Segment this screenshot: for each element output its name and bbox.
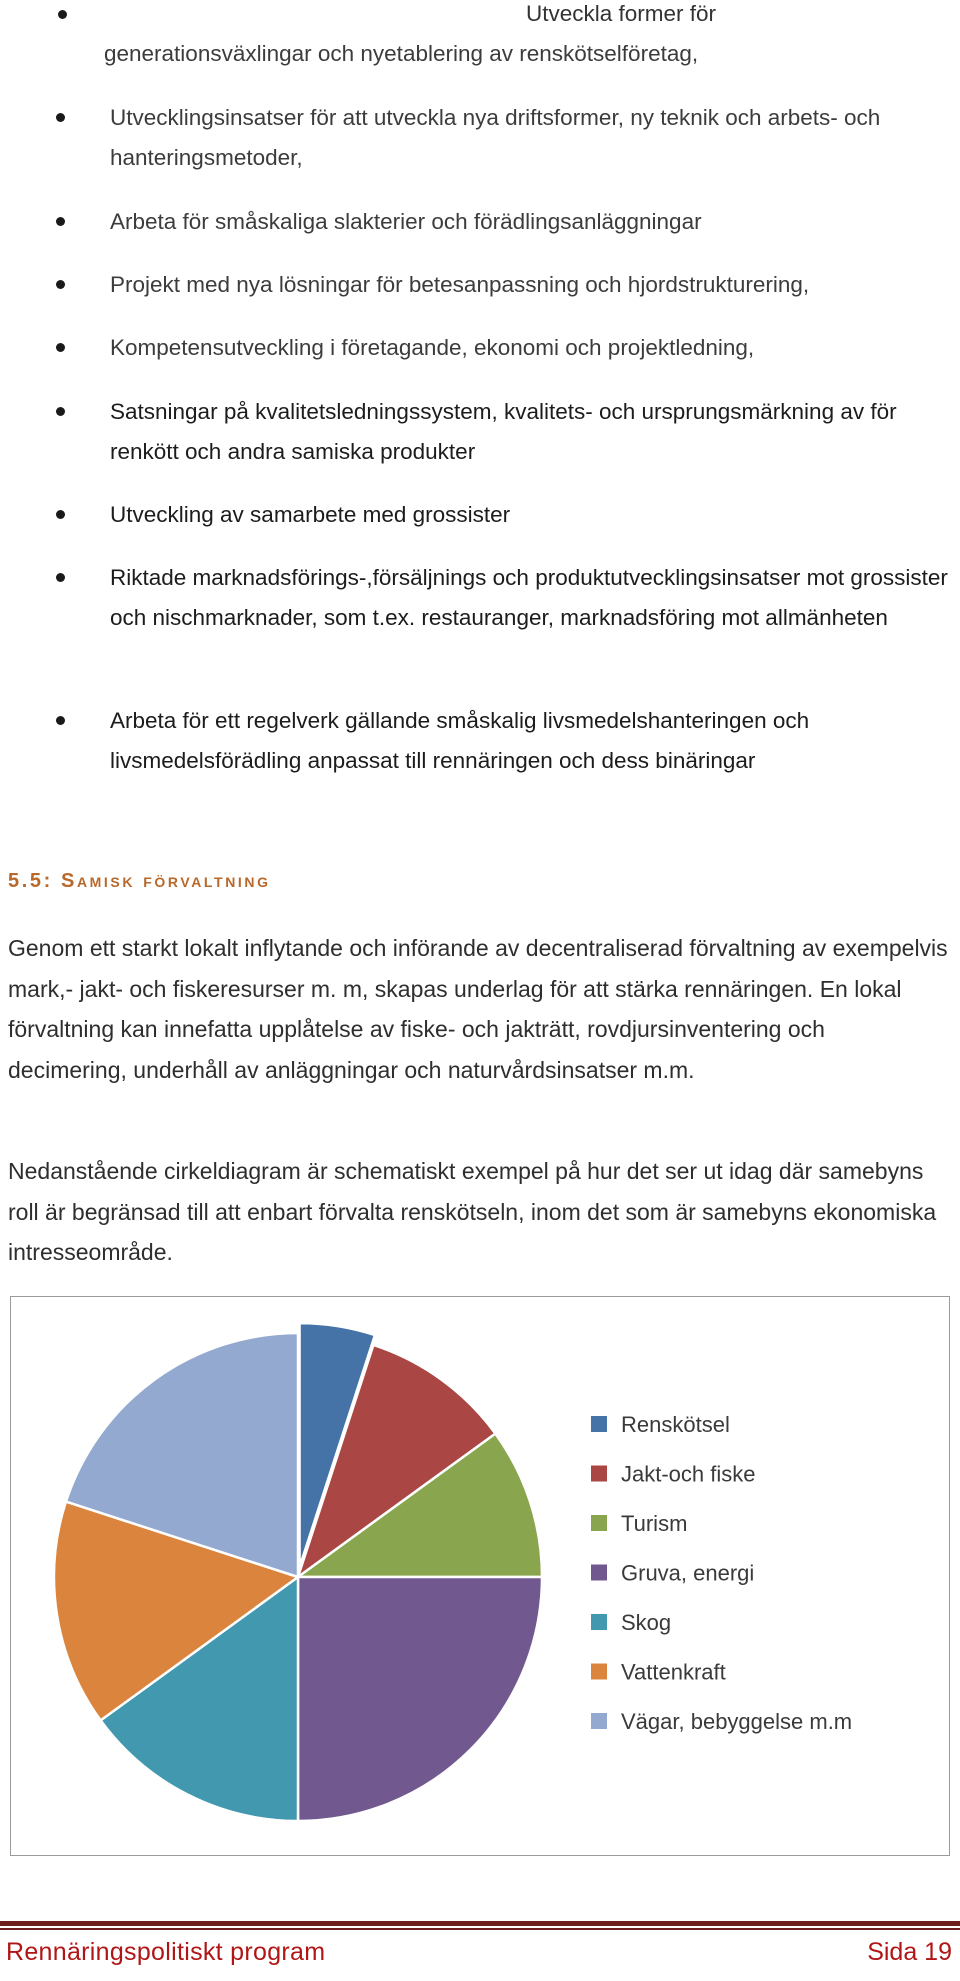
- legend-swatch-6: [591, 1713, 607, 1729]
- bullet-icon: [58, 10, 67, 19]
- list-item-text: Utvecklingsinsatser för att utveckla nya driftsformer, ny teknik och arbets- och hanteringsmetoder,: [110, 105, 881, 170]
- bullet-icon: [56, 510, 65, 519]
- list-item-text: Arbeta för ett regelverk gällande småskalig livsmedelshanteringen och livsmedelsförädling anpassat till rennäringen och dess binäringar: [110, 708, 810, 773]
- legend-label-6: Vägar, bebyggelse m.m: [621, 1709, 853, 1734]
- list-item-text: Satsningar på kvalitetsledningssystem, kvalitets- och ursprungsmärkning av för renkött och andra samiska produkter: [110, 399, 897, 464]
- list-item-text: Arbeta för småskaliga slakterier och förädlingsanläggningar: [110, 209, 702, 234]
- list-item-text: Riktade marknadsförings-,försäljnings och produktutvecklingsinsatser mot grossister och nischmarknader, som t.ex. restauranger, marknadsföring mot allmänheten: [110, 565, 948, 630]
- list-item-text: Projekt med nya lösningar för betesanpassning och hjordstrukturering,: [110, 272, 810, 297]
- legend-label-5: Vattenkraft: [621, 1659, 726, 1685]
- legend-label-1: Jakt-och fiske: [621, 1461, 756, 1487]
- legend-label-2: Turism: [621, 1511, 688, 1536]
- bullet-icon: [56, 573, 65, 582]
- list-item-lead: Utveckla former för: [526, 1, 717, 26]
- legend-label-0: Renskötsel: [621, 1412, 730, 1437]
- legend-swatch-1: [591, 1466, 607, 1482]
- body-paragraph: Nedanstående cirkeldiagram är schematiskt exempel på hur det ser ut idag där samebyns roll är begränsad till att enbart förvalta renskötseln, inom det som är samebyns ekonomiska intresseområde.: [8, 1158, 937, 1265]
- legend-swatch-4: [591, 1614, 607, 1630]
- bullet-icon: [56, 113, 65, 122]
- bullet-icon: [56, 280, 65, 289]
- legend-swatch-0: [591, 1416, 607, 1432]
- page-number: Sida 19: [867, 1938, 952, 1966]
- legend-label-3: Gruva, energi: [621, 1560, 755, 1586]
- bullet-icon: [56, 217, 65, 226]
- pie-slice-3: [298, 1577, 542, 1821]
- footer-title: Rennäringspolitiskt program: [6, 1938, 326, 1966]
- legend-swatch-5: [591, 1664, 607, 1680]
- list-item-text: generationsväxlingar och nyetablering av renskötselföretag,: [104, 41, 699, 66]
- pie-chart-frame: [10, 1296, 950, 1856]
- section-heading: 5.5: Samisk förvaltning: [8, 870, 271, 892]
- footer-rule: [0, 1928, 960, 1930]
- bullet-icon: [56, 407, 65, 416]
- legend-swatch-2: [591, 1515, 607, 1531]
- footer-rule: [0, 1921, 960, 1926]
- bullet-icon: [56, 343, 65, 352]
- list-item-text: Utveckling av samarbete med grossister: [110, 502, 511, 527]
- list-item-text: Kompetensutveckling i företagande, ekonomi och projektledning,: [110, 335, 755, 360]
- body-paragraph: Genom ett starkt lokalt inflytande och införande av decentraliserad förvaltning av exempelvis mark,- jakt- och fiskeresurser m. m, skapas underlag för att stärka rennäringen. En lokal förvaltning kan innefatta upplåtelse av fiske- och jakträtt, rovdjursinventering och decimering, underhåll av anläggningar och naturvårdsinsatser m.m.: [8, 935, 948, 1083]
- bullet-icon: [56, 716, 65, 725]
- legend-swatch-3: [591, 1565, 607, 1581]
- legend-label-4: Skog: [621, 1610, 672, 1635]
- pie-chart: [11, 1297, 951, 1857]
